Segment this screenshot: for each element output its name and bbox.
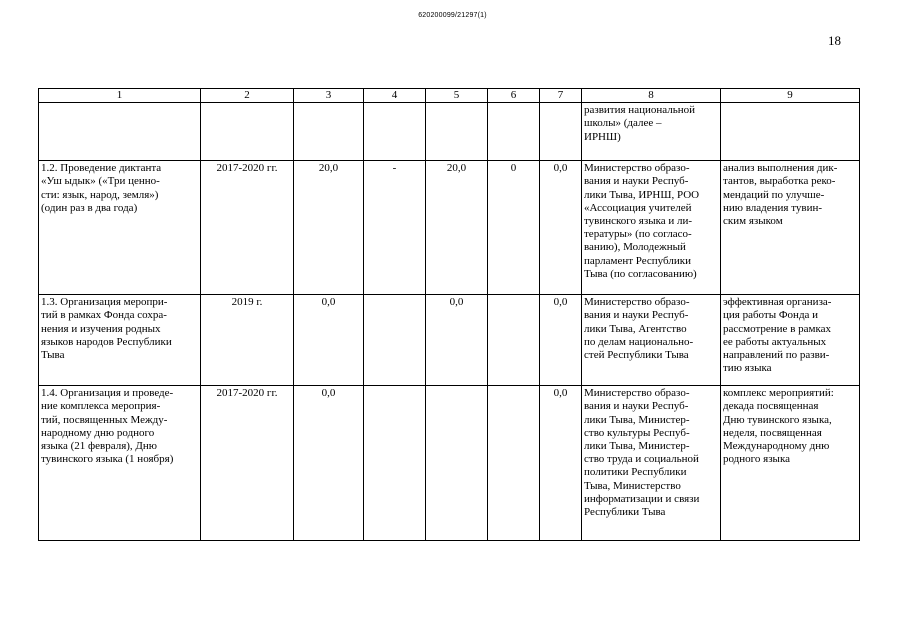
result-cell: комплекс мероприятий: декада посвященная Дню тувинского языка, неделя, посвященная Международному дню родного языка	[721, 386, 860, 541]
value-cell	[540, 103, 582, 161]
activity-cell: 1.2. Проведение диктанта «Уш ыдык» («Три ценно- сти: язык, народ, земля») (один раз в два года)	[39, 161, 201, 295]
page-number: 18	[828, 33, 841, 48]
result-cell: эффективная организа- ция работы Фонда и рассмотрение в рамках ее работы актуальных направлений по разви- тию языка	[721, 295, 860, 386]
value-cell: 20,0	[426, 161, 488, 295]
result-cell: анализ выполнения дик- тантов, выработка реко- мендаций по улучше- нию владения тувин- ским языком	[721, 161, 860, 295]
value-cell	[488, 295, 540, 386]
value-cell: 0	[488, 161, 540, 295]
document-id: 620200099/21297(1)	[418, 12, 487, 19]
table-row	[39, 295, 860, 386]
value-cell	[488, 103, 540, 161]
value-cell	[364, 386, 426, 541]
executors-cell: Министерство образо- вания и науки Респуб- лики Тыва, ИРНШ, РОО «Ассоциация учителей тувинского языка и ли- тературы» (по согласо- ванию), Молодежный парламент Республики Тыва (по согласованию)	[582, 161, 721, 295]
column-header: 9	[721, 89, 860, 103]
column-header: 2	[201, 89, 294, 103]
value-cell	[364, 103, 426, 161]
period-cell: 2017-2020 гг.	[201, 161, 294, 295]
column-header: 7	[540, 89, 582, 103]
value-cell	[488, 386, 540, 541]
table-row	[39, 161, 860, 295]
value-cell: 0,0	[540, 386, 582, 541]
value-cell: 0,0	[426, 295, 488, 386]
value-cell: -	[364, 161, 426, 295]
executors-cell: Министерство образо- вания и науки Респуб- лики Тыва, Агентство по делам национально- стей Республики Тыва	[582, 295, 721, 386]
column-header: 1	[39, 89, 201, 103]
result-cell	[721, 103, 860, 161]
value-cell	[426, 103, 488, 161]
header-row	[39, 89, 860, 103]
activity-cell: 1.4. Организация и проведе- ние комплекса мероприя- тий, посвященных Между- народному дню родного языка (21 февраля), Дню тувинского языка (1 ноября)	[39, 386, 201, 541]
column-header: 8	[582, 89, 721, 103]
executors-cell: развития национальной школы» (далее – ИРНШ)	[582, 103, 721, 161]
value-cell: 0,0	[540, 161, 582, 295]
value-cell	[364, 295, 426, 386]
executors-cell: Министерство образо- вания и науки Респуб- лики Тыва, Министер- ство культуры Респуб- лики Тыва, Министер- ство труда и социальной политики Республики Тыва, Министерство информатизации и связи Республики Тыва	[582, 386, 721, 541]
value-cell: 0,0	[294, 295, 364, 386]
value-cell	[426, 386, 488, 541]
table-row	[39, 386, 860, 541]
column-header: 6	[488, 89, 540, 103]
program-table	[38, 88, 860, 541]
activity-cell	[39, 103, 201, 161]
period-cell	[201, 103, 294, 161]
value-cell	[294, 103, 364, 161]
period-cell: 2019 г.	[201, 295, 294, 386]
column-header: 4	[364, 89, 426, 103]
table-row	[39, 103, 860, 161]
column-header: 5	[426, 89, 488, 103]
value-cell: 0,0	[294, 386, 364, 541]
column-header: 3	[294, 89, 364, 103]
value-cell: 0,0	[540, 295, 582, 386]
value-cell: 20,0	[294, 161, 364, 295]
activity-cell: 1.3. Организация меропри- тий в рамках Фонда сохра- нения и изучения родных языков народов Республики Тыва	[39, 295, 201, 386]
period-cell: 2017-2020 гг.	[201, 386, 294, 541]
